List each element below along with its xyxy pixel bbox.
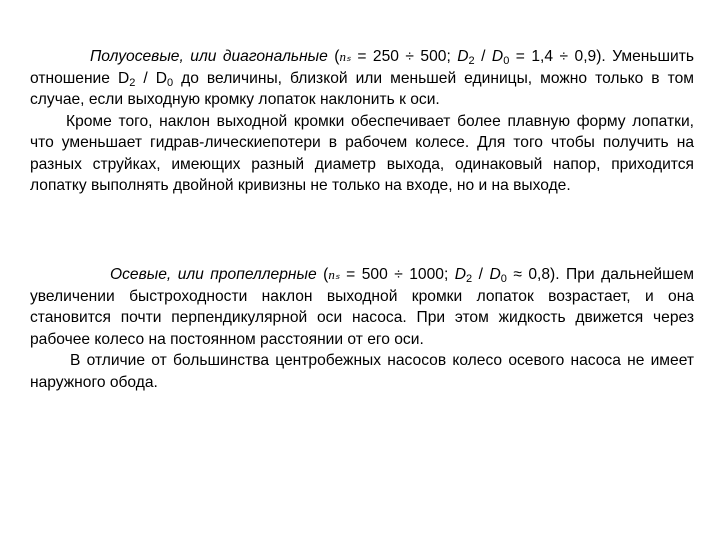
axial-ratio-d2-sub: 2: [466, 273, 473, 285]
axial-ns-symbol: nₛ: [328, 267, 340, 282]
diagonal-ns-range: = 250 ÷ 500;: [350, 48, 458, 65]
diagonal-ratio-d2: D: [457, 48, 469, 65]
diagonal-ratio-slash: /: [474, 48, 492, 65]
axial-ratio-d2: D: [454, 266, 467, 283]
axial-ratio-d0-sub: 0: [500, 273, 507, 285]
diagonal-pumps-paragraph: [30, 46, 694, 111]
axial-pumps-section: [30, 264, 694, 393]
axial-ns-range: = 500 ÷ 1000;: [339, 266, 455, 283]
axial-ratio-d0: D: [489, 266, 501, 283]
diagonal-ratio-d0: D: [491, 48, 504, 65]
diagonal-text-b: / D: [135, 69, 167, 87]
axial-ratio-slash: /: [472, 266, 490, 283]
diagonal-term: Полуосевые, или диагональные: [90, 48, 328, 65]
axial-pumps-paragraph: [30, 264, 694, 350]
diagonal-ratio-value: = 1,4 ÷ 0,9).: [509, 48, 606, 65]
diagonal-text-sub0: 0: [166, 76, 174, 89]
axial-ratio-value: ≈ 0,8).: [506, 266, 560, 283]
diagonal-ns-symbol: nₛ: [339, 49, 351, 64]
diagonal-pumps-paragraph-2: Кроме того, наклон выходной кромки обеспечивает более плавную форму лопатки, что уменьшает гидрав-лическиепотери в рабочем колесе. Для того чтобы получить на разных струйках, имеющих разный диаметр выхода, одинаковый напор, приходится лопатку выполнять двойной кривизны не только на входе, но и на выходе.: [30, 112, 694, 194]
axial-pumps-paragraph-2: В отличие от большинства центробежных насосов колесо осевого насоса не имеет наружного обода.: [30, 352, 694, 391]
axial-param-open: (: [316, 266, 329, 283]
axial-text-1: При дальнейшем увеличении быстроходности наклон выходной кромки лопаток возрастает, и она становится почти перпендикулярной оси насоса. При этом жидкость движется через рабочее колесо на постоянном расстоянии от его оси.: [30, 266, 694, 348]
diagonal-pumps-section: [30, 46, 694, 197]
diagonal-param-open: (: [327, 48, 340, 65]
diagonal-text-sub2: 2: [129, 76, 136, 89]
diagonal-text-a: Уменьшить отношение D: [30, 48, 695, 87]
axial-term: Осевые, или пропеллерные: [110, 266, 317, 283]
diagonal-ratio-d0-sub: 0: [503, 55, 510, 67]
diagonal-text-c: до величины, близкой или меньшей единицы, можно только в том случае, если выходную кромку лопаток наклонить к оси.: [30, 69, 694, 108]
diagonal-ratio-d2-sub: 2: [468, 55, 475, 67]
